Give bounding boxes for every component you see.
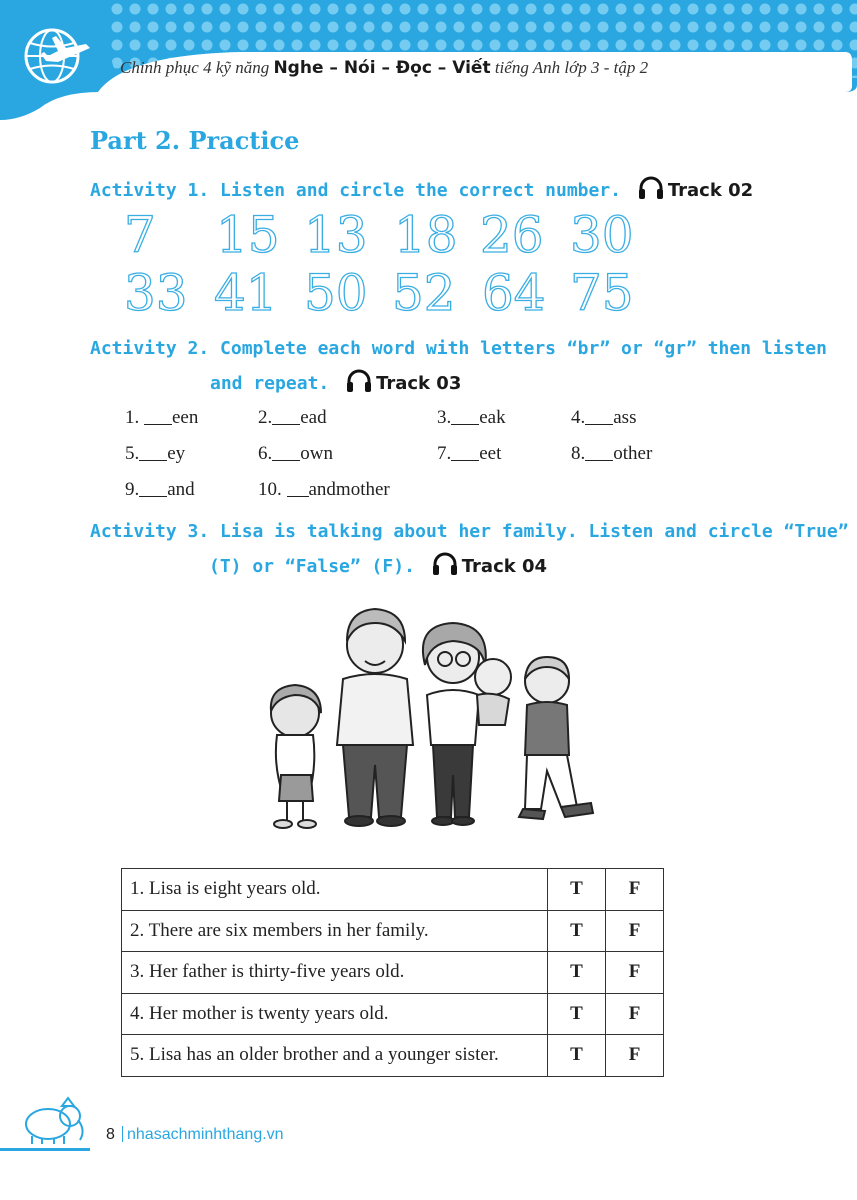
activity-3-instruction: Activity 3. Lisa is talking about her family. Listen and circle “True” [90, 521, 849, 542]
activity-2-text-cont: and repeat. [210, 373, 330, 394]
word-item: 7. eet [437, 443, 502, 464]
number-option[interactable]: 15 [216, 206, 280, 264]
table-row [122, 910, 664, 952]
blank-input[interactable] [139, 481, 167, 497]
word-item: 9. and [125, 479, 195, 500]
word-item: 1. een [125, 407, 199, 428]
word-item: 3. eak [437, 407, 506, 428]
true-option[interactable]: T [548, 869, 606, 911]
header-title [120, 58, 648, 78]
word-item: 8. other [571, 443, 653, 464]
blank-input[interactable] [144, 409, 172, 425]
true-option[interactable]: T [548, 910, 606, 952]
activity-3-instruction-cont [209, 552, 547, 577]
table-row [122, 869, 664, 911]
blank-input[interactable] [272, 445, 300, 461]
table-row [122, 993, 664, 1035]
number-option[interactable]: 13 [304, 206, 368, 264]
word-item: 5. ey [125, 443, 186, 464]
true-false-table [121, 868, 664, 1077]
header-title-skills: Nghe – Nói – Đọc – Viết [273, 58, 491, 78]
number-option[interactable]: 18 [394, 206, 458, 264]
headphones-icon[interactable] [638, 176, 664, 200]
word-item: 4. ass [571, 407, 637, 428]
false-option[interactable]: F [606, 869, 664, 911]
word-item: 2. ead [258, 407, 327, 428]
footer-line [0, 1148, 90, 1151]
statement-cell: 1. Lisa is eight years old. [122, 869, 548, 911]
statement-cell: 4. Her mother is twenty years old. [122, 993, 548, 1035]
header-title-pre: Chinh phục 4 kỹ năng [120, 58, 274, 77]
activity-1-instruction [90, 176, 753, 201]
activity-2-instruction: Activity 2. Complete each word with letters “br” or “gr” then listen [90, 338, 827, 359]
blank-input[interactable] [585, 445, 613, 461]
header-title-post: tiếng Anh lớp 3 - tập 2 [490, 58, 649, 77]
number-option[interactable]: 75 [570, 264, 634, 322]
headphones-icon[interactable] [346, 369, 372, 393]
blank-input[interactable] [287, 481, 309, 497]
statement-cell: 2. There are six members in her family. [122, 910, 548, 952]
website-link[interactable]: nhasachminhthang.vn [122, 1126, 284, 1144]
blank-input[interactable] [451, 445, 479, 461]
word-item: 6. own [258, 443, 333, 464]
false-option[interactable]: F [606, 910, 664, 952]
track-04-label: Track 04 [461, 556, 548, 577]
part-title: Part 2. Practice [90, 126, 300, 155]
blank-input[interactable] [451, 409, 479, 425]
track-03-label: Track 03 [376, 373, 462, 394]
headphones-icon[interactable] [432, 552, 458, 576]
statement-cell: 3. Her father is thirty-five years old. [122, 952, 548, 994]
activity-3-text-cont: (T) or “False” (F). [209, 556, 415, 577]
true-option[interactable]: T [548, 952, 606, 994]
page-number: 8 [106, 1126, 115, 1143]
blank-input[interactable] [272, 409, 300, 425]
true-option[interactable]: T [548, 1035, 606, 1077]
activity-1-text: Activity 1. Listen and circle the correct number. [90, 180, 622, 201]
table-row [122, 952, 664, 994]
page-header [0, 0, 857, 120]
number-option[interactable]: 26 [480, 206, 544, 264]
elephant-icon [18, 1094, 88, 1146]
number-option[interactable]: 7 [124, 206, 156, 264]
blank-input[interactable] [139, 445, 167, 461]
family-illustration [255, 595, 605, 835]
activity-2-instruction-cont [210, 369, 461, 394]
false-option[interactable]: F [606, 993, 664, 1035]
false-option[interactable]: F [606, 952, 664, 994]
number-option[interactable]: 30 [570, 206, 634, 264]
true-option[interactable]: T [548, 993, 606, 1035]
track-02-label: Track 02 [667, 180, 754, 201]
number-option[interactable]: 41 [214, 264, 278, 322]
number-option[interactable]: 50 [304, 264, 368, 322]
globe-airplane-icon [18, 18, 92, 92]
table-row [122, 1035, 664, 1077]
statement-cell: 5. Lisa has an older brother and a younger sister. [122, 1035, 548, 1077]
number-option[interactable]: 52 [392, 264, 456, 322]
word-item: 10. andmother [258, 479, 390, 500]
number-option[interactable]: 64 [482, 264, 546, 322]
blank-input[interactable] [585, 409, 613, 425]
false-option[interactable]: F [606, 1035, 664, 1077]
number-option[interactable]: 33 [124, 264, 188, 322]
